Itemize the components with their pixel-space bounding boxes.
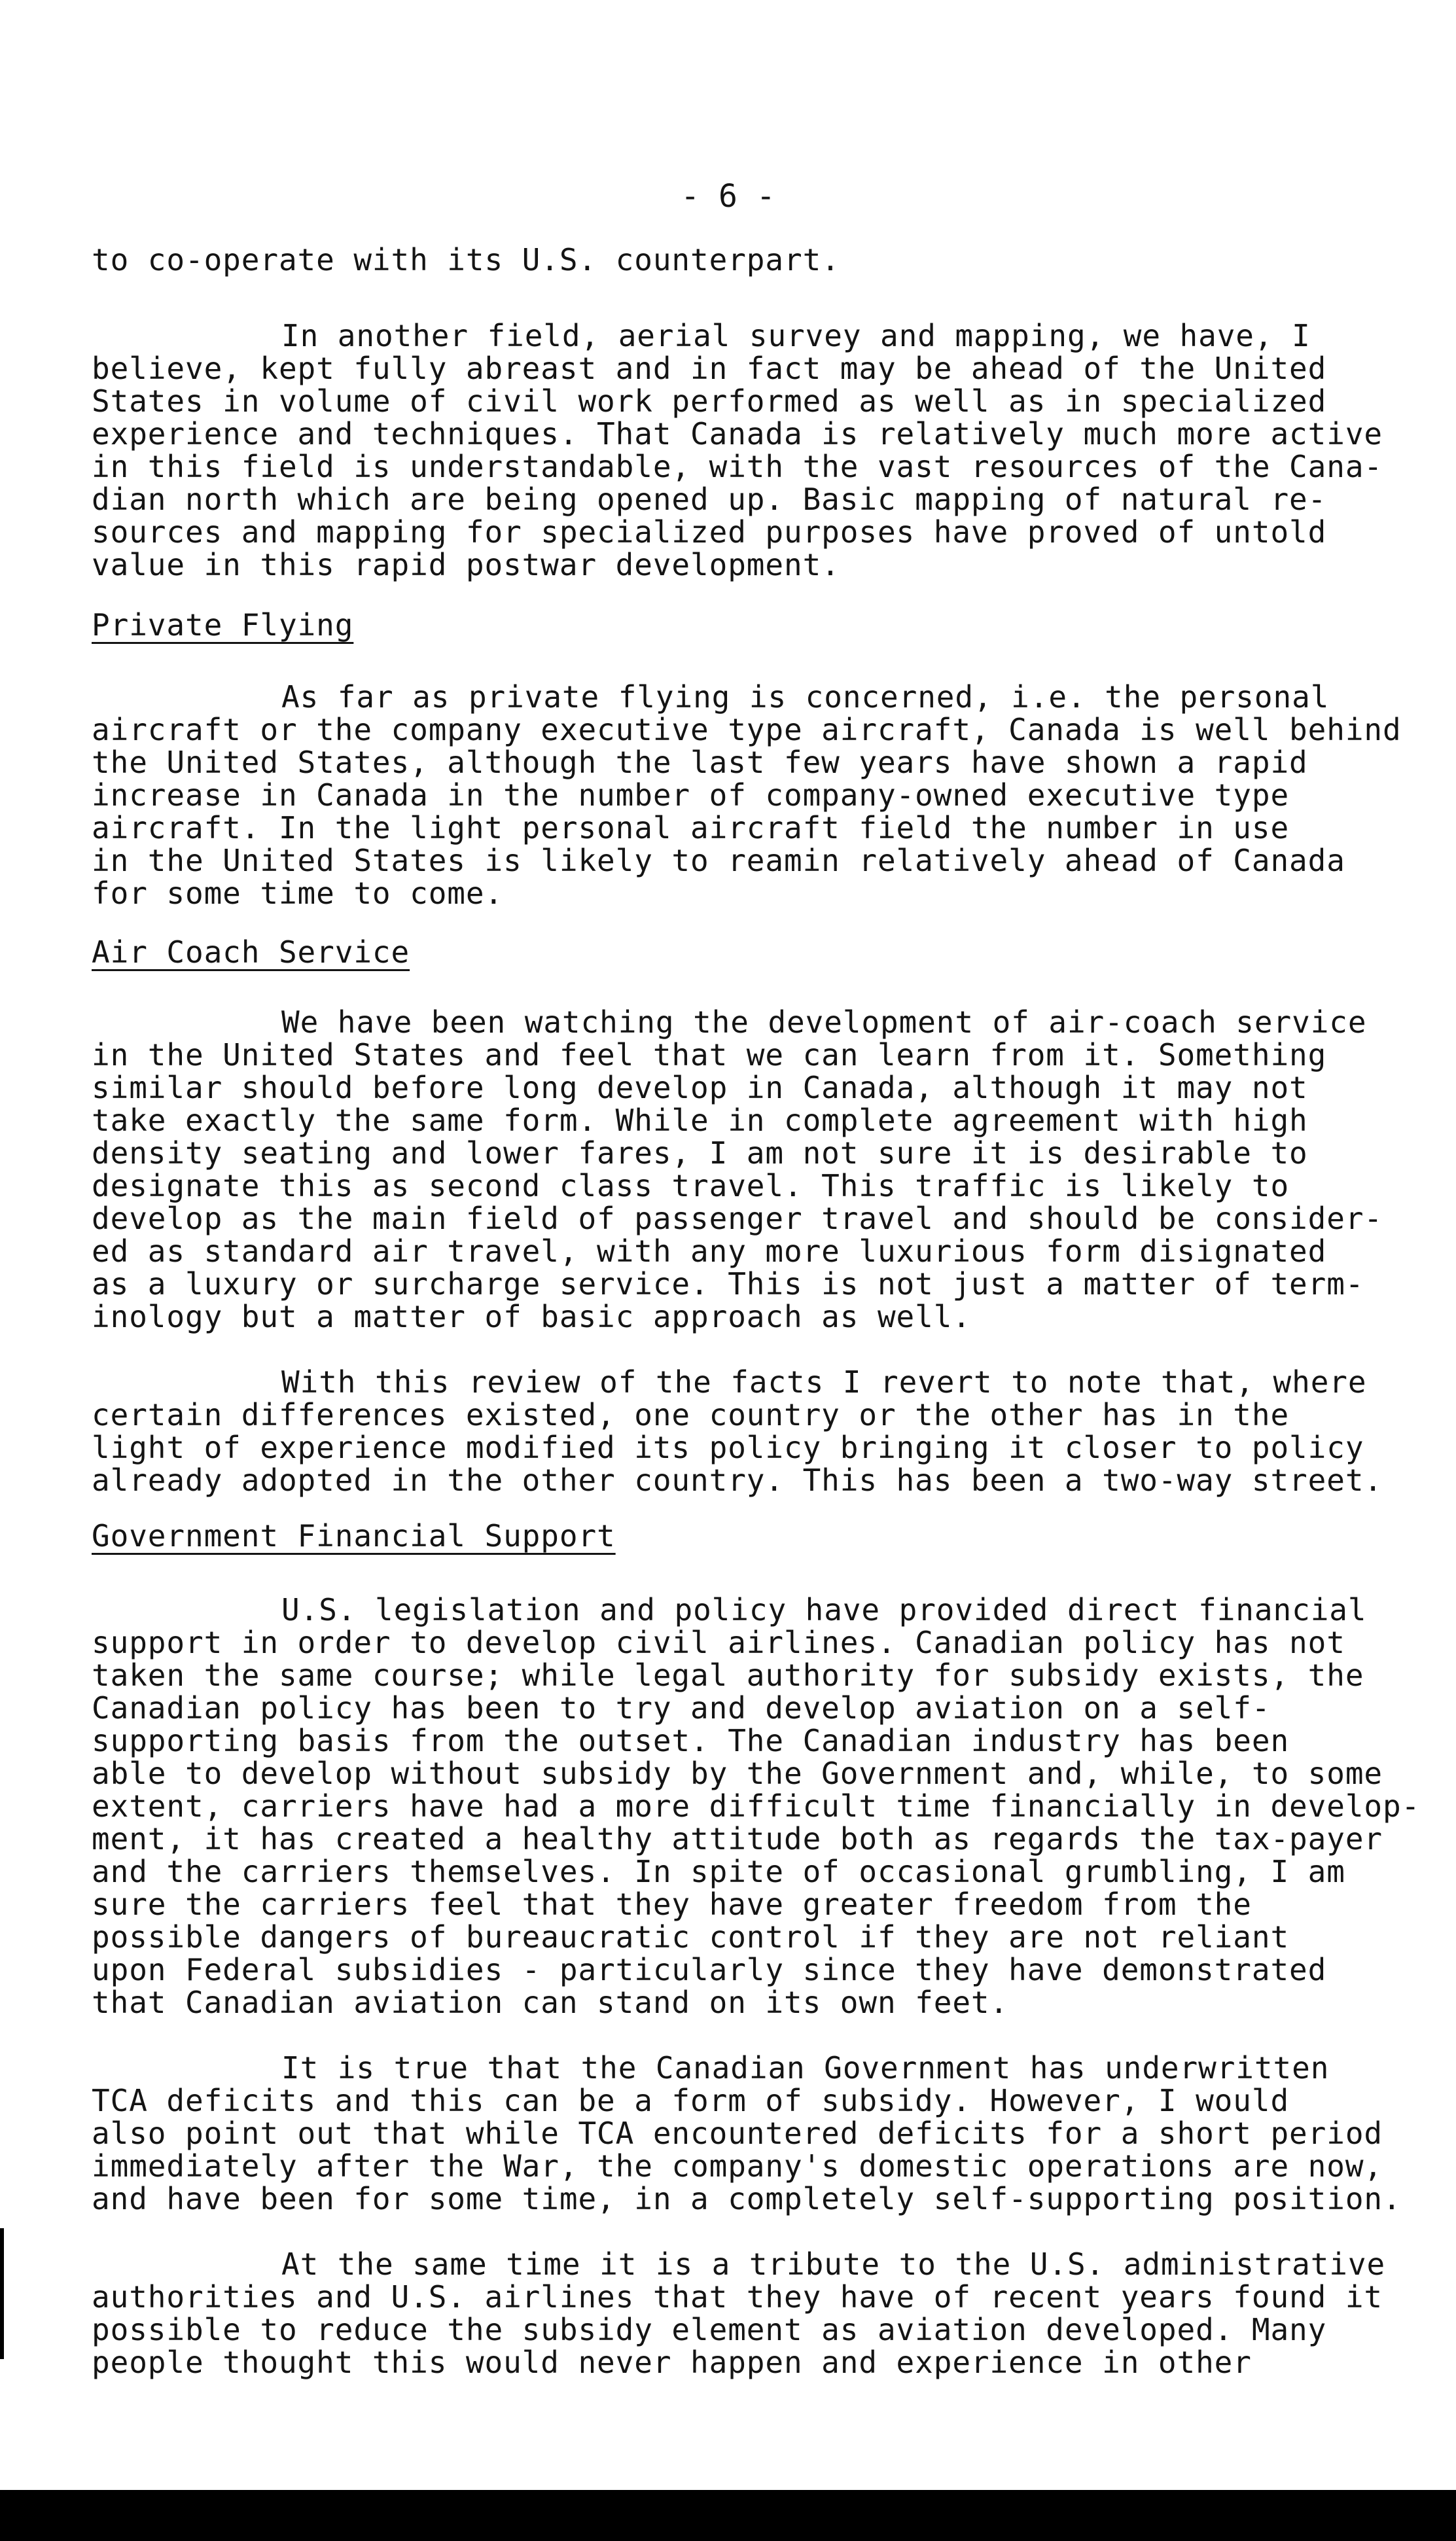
text-line: In another field, aerial survey and mapping, we have, I [281,318,1311,353]
text-line: the United States, although the last few years have shown a rapid [92,745,1308,780]
text-line: inology but a matter of basic approach as well. [92,1299,971,1334]
text-line: as a luxury or surcharge service. This is not just a matter of term- [92,1266,1364,1302]
text-line: ed as standard air travel, with any more luxurious form disignated [92,1234,1327,1269]
text-line: similar should before long develop in Canada, although it may not [92,1070,1308,1105]
text-line: immediately after the War, the company's domestic operations are now, [92,2148,1383,2184]
text-line: that Canadian aviation can stand on its own feet. [92,1985,1009,2020]
text-line: sources and mapping for specialized purposes have proved of untold [92,514,1327,550]
text-line: believe, kept fully abreast and in fact may be ahead of the United [92,351,1327,386]
text-line: supporting basis from the outset. The Canadian industry has been [92,1723,1290,1758]
text-line: aircraft or the company executive type aircraft, Canada is well behind [92,712,1402,747]
text-line: Canadian policy has been to try and develop aviation on a self- [92,1690,1271,1726]
text-line: and have been for some time, in a completely self-supporting position. [92,2181,1402,2216]
text-line: increase in Canada in the number of company-owned executive type [92,777,1290,813]
scan-edge-mark [0,2228,4,2359]
text-line: develop as the main field of passenger travel and should be consider- [92,1201,1383,1236]
page-number: - 6 - [681,178,775,215]
text-line: in this field is understandable, with the vast resources of the Cana- [92,449,1383,484]
heading-private-flying: Private Flying [92,607,354,643]
text-line: We have been watching the development of air-coach service [281,1004,1367,1040]
text-line: ment, it has created a healthy attitude both as regards the tax-payer [92,1821,1383,1857]
text-line: With this review of the facts I revert to note that, where [281,1364,1367,1400]
text-line: able to develop without subsidy by the Government and, while, to some [92,1756,1383,1791]
text-line: people thought this would never happen and experience in other [92,2345,1252,2380]
text-line: in the United States is likely to reamin relatively ahead of Canada [92,843,1345,878]
text-line: possible to reduce the subsidy element as aviation developed. Many [92,2312,1327,2347]
text-line: It is true that the Canadian Government has underwritten [281,2050,1330,2086]
text-line: light of experience modified its policy bringing it closer to policy [92,1430,1364,1465]
text-line: TCA deficits and this can be a form of subsidy. However, I would [92,2083,1290,2118]
scan-bottom-edge [0,2490,1456,2541]
text-line: authorities and U.S. airlines that they have of recent years found it [92,2279,1383,2315]
text-line: At the same time it is a tribute to the U.S. administrative [281,2247,1386,2282]
text-line: aircraft. In the light personal aircraft field the number in use [92,810,1290,845]
text-line: in the United States and feel that we can learn from it. Something [92,1037,1327,1073]
text-line: possible dangers of bureaucratic control if they are not reliant [92,1919,1290,1955]
text-line: States in volume of civil work performed as well as in specialized [92,383,1327,419]
text-line: to co-operate with its U.S. counterpart. [92,242,840,277]
text-line: support in order to develop civil airlines. Canadian policy has not [92,1625,1345,1660]
text-line: upon Federal subsidies - particularly since they have demonstrated [92,1952,1327,1987]
text-line: density seating and lower fares, I am not sure it is desirable to [92,1135,1308,1171]
text-line: dian north which are being opened up. Basic mapping of natural re- [92,482,1327,517]
text-line: certain differences existed, one country or the other has in the [92,1397,1290,1432]
text-line: extent, carriers have had a more difficult time financially in develop- [92,1788,1421,1824]
heading-government-financial-support: Government Financial Support [92,1518,616,1554]
text-line: As far as private flying is concerned, i.e. the personal [281,679,1330,715]
text-line: for some time to come. [92,876,504,911]
heading-air-coach-service: Air Coach Service [92,934,410,970]
text-line: take exactly the same form. While in complete agreement with high [92,1103,1308,1138]
text-line: also point out that while TCA encountered deficits for a short period [92,2116,1383,2151]
text-line: sure the carriers feel that they have greater freedom from the [92,1887,1252,1922]
text-line: U.S. legislation and policy have provided direct financial [281,1592,1367,1627]
text-line: already adopted in the other country. This has been a two-way street. [92,1463,1383,1498]
text-line: and the carriers themselves. In spite of occasional grumbling, I am [92,1854,1345,1889]
text-line: value in this rapid postwar development. [92,547,840,582]
text-line: designate this as second class travel. This traffic is likely to [92,1168,1290,1203]
text-line: taken the same course; while legal authority for subsidy exists, the [92,1658,1364,1693]
text-line: experience and techniques. That Canada is relatively much more active [92,416,1383,452]
